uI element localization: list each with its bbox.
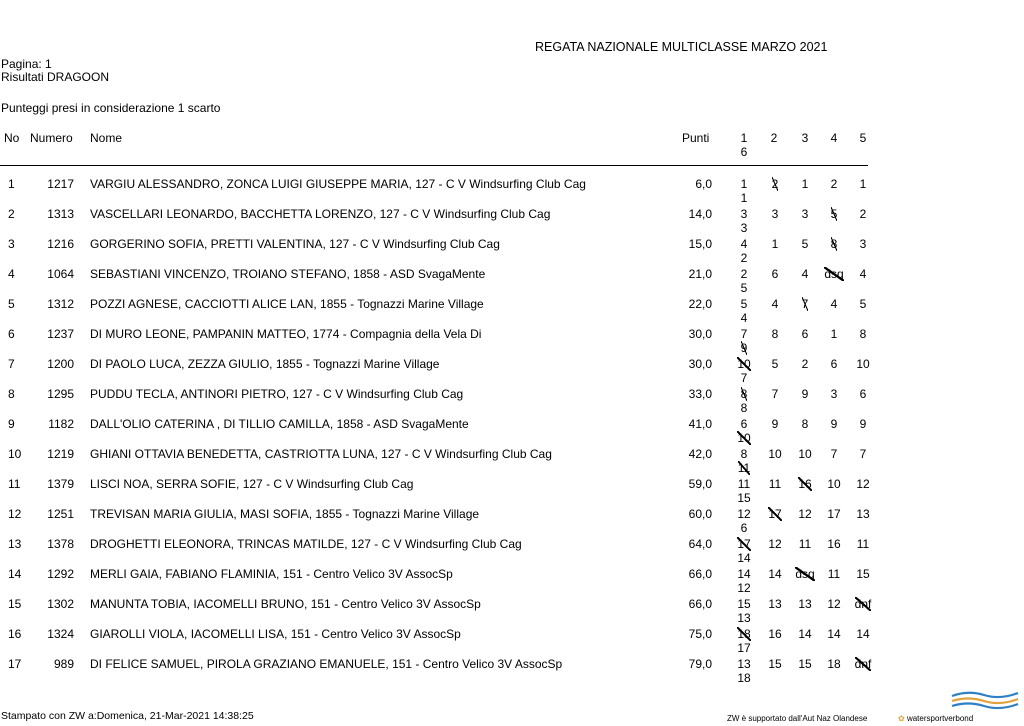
row-punti: 66,0: [688, 567, 712, 581]
row-race-2: 7: [771, 387, 779, 401]
row-race-5: 10: [856, 357, 870, 371]
row-no: 7: [8, 357, 15, 371]
regatta-title: REGATA NAZIONALE MULTICLASSE MARZO 2021: [535, 40, 828, 54]
row-race-1: 3: [740, 207, 748, 221]
row-race-6: 14: [737, 551, 751, 565]
row-nome: MANUNTA TOBIA, IACOMELLI BRUNO, 151 - Centro Velico 3V AssocSp: [90, 597, 481, 611]
row-no: 13: [8, 537, 22, 551]
row-race-4: 3: [830, 387, 838, 401]
row-race-5: 14: [856, 627, 870, 641]
row-race-5: [848, 597, 878, 611]
row-numero: 1313: [47, 207, 74, 221]
row-numero: 1312: [47, 297, 74, 311]
row-race-2: [760, 507, 790, 521]
row-race-4: 6: [830, 357, 838, 371]
row-race-5: 12: [856, 477, 870, 491]
row-no: 8: [8, 387, 15, 401]
row-no: 15: [8, 597, 22, 611]
wave-line-top: [952, 693, 1018, 697]
row-race-2: 1: [771, 237, 779, 251]
row-race-1: 15: [737, 597, 751, 611]
row-numero: 1219: [47, 447, 74, 461]
row-race-6: 3: [740, 221, 748, 235]
row-race-2: 12: [768, 537, 782, 551]
row-race-1: 11: [737, 477, 751, 491]
row-race-2: 9: [771, 417, 779, 431]
table-row: [0, 477, 1024, 507]
table-row: [0, 297, 1024, 327]
row-no: 9: [8, 417, 15, 431]
table-row: [0, 597, 1024, 627]
row-race-3: 9: [801, 387, 809, 401]
row-race-5: 6: [859, 387, 867, 401]
row-race-4: 11: [827, 567, 841, 581]
row-numero: 1217: [47, 177, 74, 191]
row-nome: PUDDU TECLA, ANTINORI PIETRO, 127 - C V Windsurfing Club Cag: [90, 387, 464, 401]
row-race-5: 15: [856, 567, 870, 581]
row-race-6: 8: [740, 401, 748, 415]
row-race-3: 5: [801, 237, 809, 251]
row-nome: DROGHETTI ELEONORA, TRINCAS MATILDE, 127 - C V Windsurfing Club Cag: [90, 537, 522, 551]
row-race-4: [819, 237, 849, 251]
row-race-4: 17: [827, 507, 841, 521]
row-race-4: 4: [830, 297, 838, 311]
header-race-6: 6: [740, 145, 748, 159]
header-race-1: 1: [740, 131, 748, 145]
discarded-score: dnf: [854, 597, 872, 611]
row-race-2: 3: [771, 207, 779, 221]
row-race-2: 8: [771, 327, 779, 341]
row-numero: 1295: [47, 387, 74, 401]
table-row: [0, 537, 1024, 567]
row-nome: VASCELLARI LEONARDO, BACCHETTA LORENZO, 127 - C V Windsurfing Club Cag: [90, 207, 551, 221]
row-no: 6: [8, 327, 15, 341]
row-numero: 1302: [47, 597, 74, 611]
row-numero: 1324: [47, 627, 74, 641]
row-race-6: 15: [737, 491, 751, 505]
wave-line-middle: [952, 699, 1018, 704]
row-race-5: 13: [856, 507, 870, 521]
row-race-1: 12: [737, 507, 751, 521]
discarded-score: dsq: [824, 267, 844, 281]
row-numero: 1182: [48, 417, 74, 431]
row-race-2: 6: [771, 267, 779, 281]
row-numero: 1379: [47, 477, 74, 491]
row-race-1: 14: [737, 567, 751, 581]
row-numero: 1292: [47, 567, 74, 581]
row-race-3: 3: [801, 207, 809, 221]
table-row: [0, 237, 1024, 267]
row-race-1: 4: [740, 237, 748, 251]
discarded-score: 2: [771, 177, 779, 191]
row-race-5: [848, 657, 878, 671]
row-nome: DI MURO LEONE, PAMPANIN MATTEO, 1774 - Compagnia della Vela Di: [90, 327, 482, 341]
row-race-3: 11: [798, 537, 812, 551]
table-row: [0, 327, 1024, 357]
row-race-3: 1: [801, 177, 809, 191]
row-race-6: 1: [740, 191, 748, 205]
discarded-score: 7: [801, 297, 809, 311]
row-no: 3: [8, 237, 15, 251]
row-race-5: 11: [856, 537, 870, 551]
row-race-5: 9: [859, 417, 867, 431]
row-race-4: 14: [827, 627, 841, 641]
row-race-2: 10: [768, 447, 782, 461]
row-race-6: 2: [740, 251, 748, 265]
row-nome: TREVISAN MARIA GIULIA, MASI SOFIA, 1855 - Tognazzi Marine Village: [90, 507, 480, 521]
row-punti: 33,0: [688, 387, 712, 401]
row-race-1: 1: [740, 177, 748, 191]
row-race-5: 1: [859, 177, 867, 191]
row-race-3: 4: [801, 267, 809, 281]
table-row: [0, 357, 1024, 387]
row-numero: 989: [53, 657, 74, 671]
row-nome: LISCI NOA, SERRA SOFIE, 127 - C V Windsurfing Club Cag: [90, 477, 414, 491]
row-race-5: 3: [859, 237, 867, 251]
row-race-1: [734, 627, 754, 641]
row-race-3: 8: [801, 417, 809, 431]
header-nome: Nome: [90, 131, 123, 145]
table-row: [0, 627, 1024, 657]
table-row: [0, 507, 1024, 537]
row-race-3: [790, 477, 820, 491]
row-punti: 22,0: [688, 297, 712, 311]
header-race-2: 2: [770, 131, 778, 145]
row-no: 10: [8, 447, 22, 461]
row-punti: 21,0: [688, 267, 712, 281]
discarded-score: dsq: [795, 567, 815, 581]
row-race-4: [819, 267, 849, 281]
page-label: Pagina: 1: [1, 57, 52, 71]
row-nome: MERLI GAIA, FABIANO FLAMINIA, 151 - Centro Velico 3V AssocSp: [90, 567, 453, 581]
row-nome: GORGERINO SOFIA, PRETTI VALENTINA, 127 - C V Windsurfing Club Cag: [90, 237, 500, 251]
row-race-4: 9: [830, 417, 838, 431]
row-race-1: 2: [740, 267, 748, 281]
row-race-5: 7: [859, 447, 867, 461]
header-divider: [0, 165, 868, 166]
row-race-1: 8: [740, 447, 748, 461]
row-nome: DI PAOLO LUCA, ZEZZA GIULIO, 1855 - Tognazzi Marine Village: [90, 357, 440, 371]
row-no: 16: [8, 627, 22, 641]
row-numero: 1200: [47, 357, 74, 371]
header-numero: Numero: [30, 131, 73, 145]
row-race-3: [790, 297, 820, 311]
row-race-4: 16: [827, 537, 841, 551]
row-punti: 79,0: [688, 657, 712, 671]
row-race-4: 1: [830, 327, 838, 341]
header-race-3: 3: [801, 131, 809, 145]
row-race-6: [734, 341, 754, 355]
header-race-4: 4: [830, 131, 838, 145]
row-numero: 1064: [47, 267, 74, 281]
row-punti: 6,0: [695, 177, 712, 191]
discarded-score: 5: [830, 207, 838, 221]
row-nome: SEBASTIANI VINCENZO, TROIANO STEFANO, 1858 - ASD SvagaMente: [90, 267, 486, 281]
table-row: [0, 387, 1024, 417]
row-race-1: [734, 387, 754, 401]
row-race-4: 18: [827, 657, 841, 671]
row-race-3: 13: [798, 597, 812, 611]
discarded-score: dnf: [854, 657, 872, 671]
row-punti: 42,0: [688, 447, 712, 461]
row-punti: 30,0: [688, 327, 712, 341]
row-race-1: 13: [737, 657, 751, 671]
results-class-label: Risultati DRAGOON: [1, 70, 110, 84]
row-race-3: 15: [798, 657, 812, 671]
row-nome: VARGIU ALESSANDRO, ZONCA LUIGI GIUSEPPE MARIA, 127 - C V Windsurfing Club Cag: [90, 177, 586, 191]
discarded-score: 8: [740, 387, 748, 401]
row-race-6: 7: [740, 371, 748, 385]
discarded-score: 10: [737, 431, 751, 445]
row-race-4: 7: [830, 447, 838, 461]
row-race-2: 5: [771, 357, 779, 371]
row-race-1: 5: [740, 297, 748, 311]
discarded-score: 18: [737, 627, 751, 641]
row-race-6: 4: [740, 311, 748, 325]
row-race-3: 14: [798, 627, 812, 641]
discarded-score: 17: [768, 507, 782, 521]
row-race-3: 6: [801, 327, 809, 341]
brand-name: watersportverbond: [906, 714, 974, 723]
discarded-score: 8: [830, 237, 838, 251]
row-numero: 1378: [47, 537, 74, 551]
row-nome: DI FELICE SAMUEL, PIROLA GRAZIANO EMANUELE, 151 - Centro Velico 3V AssocSp: [90, 657, 563, 671]
row-race-4: [819, 207, 849, 221]
row-race-1: [734, 537, 754, 551]
row-punti: 66,0: [688, 597, 712, 611]
table-row: [0, 447, 1024, 477]
header-punti: Punti: [682, 131, 710, 145]
row-race-5: 2: [859, 207, 867, 221]
row-numero: 1251: [47, 507, 74, 521]
row-nome: GHIANI OTTAVIA BENEDETTA, CASTRIOTTA LUNA, 127 - C V Windsurfing Club Cag: [90, 447, 552, 461]
row-race-3: 2: [801, 357, 809, 371]
table-row: [0, 567, 1024, 597]
row-no: 11: [8, 477, 21, 491]
wave-line-bottom: [952, 704, 1018, 709]
row-no: 14: [8, 567, 22, 581]
row-punti: 75,0: [688, 627, 712, 641]
row-no: 1: [8, 177, 15, 191]
row-race-1: 6: [740, 417, 748, 431]
row-no: 5: [8, 297, 15, 311]
row-race-2: 4: [771, 297, 779, 311]
row-no: 2: [8, 207, 15, 221]
row-race-6: 18: [737, 671, 751, 685]
discarded-score: 17: [737, 537, 751, 551]
row-race-1: 7: [740, 327, 748, 341]
row-race-6: [734, 431, 754, 445]
discarded-score: 11: [737, 461, 751, 475]
support-note: ZW è supportato dall'Aut Naz Olandese: [727, 714, 868, 723]
discarded-score: 10: [737, 357, 751, 371]
discarded-score: 16: [798, 477, 812, 491]
row-race-4: 10: [827, 477, 841, 491]
row-race-5: 5: [859, 297, 867, 311]
row-nome: DALL'OLIO CATERINA , DI TILLIO CAMILLA, 1858 - ASD SvagaMente: [90, 417, 469, 431]
table-row: [0, 657, 1024, 687]
row-no: 12: [8, 507, 22, 521]
row-nome: POZZI AGNESE, CACCIOTTI ALICE LAN, 1855 - Tognazzi Marine Village: [90, 297, 484, 311]
row-race-2: 14: [768, 567, 782, 581]
row-punti: 59,0: [688, 477, 712, 491]
discard-note: Punteggi presi in considerazione 1 scarto: [1, 101, 221, 115]
row-punti: 30,0: [688, 357, 712, 371]
row-punti: 64,0: [688, 537, 712, 551]
row-race-2: 13: [768, 597, 782, 611]
row-race-5: 4: [859, 267, 867, 281]
row-race-6: 5: [740, 281, 748, 295]
row-race-6: 6: [740, 521, 748, 535]
printed-timestamp: Stampato con ZW a:Domenica, 21-Mar-2021 14:38:25: [1, 710, 254, 722]
row-race-3: 12: [798, 507, 812, 521]
row-punti: 15,0: [688, 237, 712, 251]
row-race-3: 10: [798, 447, 812, 461]
row-nome: GIAROLLI VIOLA, IACOMELLI LISA, 151 - Centro Velico 3V AssocSp: [90, 627, 461, 641]
brand-mark-icon: ✿: [898, 714, 905, 723]
header-race-5: 5: [859, 131, 867, 145]
table-row: [0, 177, 1024, 207]
row-race-6: 12: [737, 581, 751, 595]
table-row: [0, 267, 1024, 297]
row-numero: 1216: [47, 237, 74, 251]
row-race-6: [734, 461, 754, 475]
row-punti: 60,0: [688, 507, 712, 521]
row-race-2: 16: [768, 627, 782, 641]
row-no: 4: [8, 267, 15, 281]
row-punti: 14,0: [688, 207, 712, 221]
row-race-2: 15: [768, 657, 782, 671]
row-race-1: [734, 357, 754, 371]
row-numero: 1237: [47, 327, 74, 341]
row-no: 17: [8, 657, 22, 671]
row-punti: 41,0: [688, 417, 712, 431]
table-row: [0, 207, 1024, 237]
row-race-2: [760, 177, 790, 191]
discarded-score: 9: [740, 341, 748, 355]
row-race-5: 8: [859, 327, 867, 341]
row-race-4: 12: [827, 597, 841, 611]
table-row: [0, 417, 1024, 447]
waves-logo-icon: [950, 686, 1020, 710]
row-race-4: 2: [830, 177, 838, 191]
row-race-6: 13: [737, 611, 751, 625]
row-race-6: 17: [737, 641, 751, 655]
row-race-3: [790, 567, 820, 581]
header-no: No: [4, 131, 20, 145]
row-race-2: 11: [768, 477, 782, 491]
